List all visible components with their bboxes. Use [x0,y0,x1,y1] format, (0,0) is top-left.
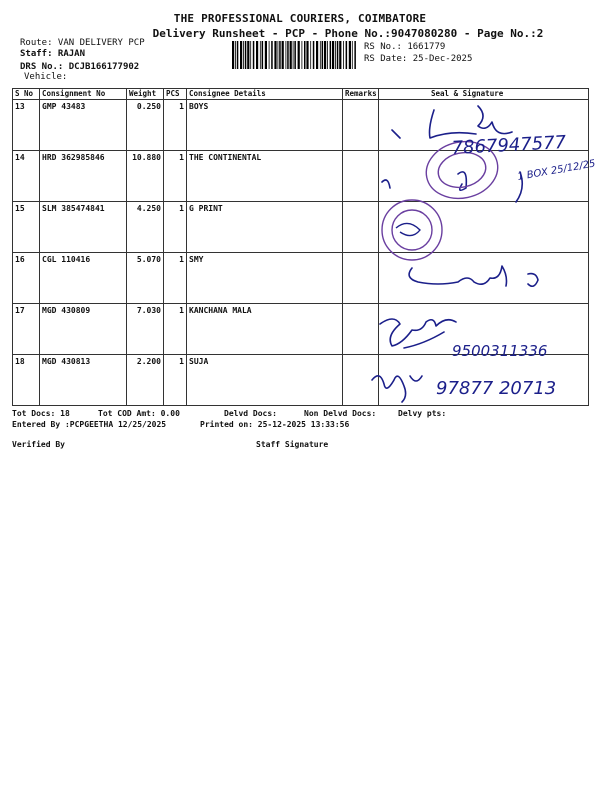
table-row [13,304,589,355]
cell-consignment: SLM 385474841 [40,202,127,253]
cell-signature [379,151,589,202]
cell-signature [379,202,589,253]
cell-weight: 2.200 [127,355,164,406]
cell-consignment: GMP 43483 [40,100,127,151]
entered-by: Entered By :PCPGEETHA 12/25/2025 [12,420,167,429]
delivered-docs: Delvd Docs: [224,409,277,418]
col-weight: Weight [127,89,164,100]
cell-consignment: CGL 110416 [40,253,127,304]
cell-pcs: 1 [164,304,187,355]
cell-consignment: HRD 362985846 [40,151,127,202]
delivery-points: Delvy pts: [398,409,447,418]
handwritten-phone-2: 9500311336 [452,342,548,360]
col-pcs: PCS [164,89,187,100]
rs-number: RS No.: 1661779 [364,42,446,52]
cell-sno: 13 [13,100,40,151]
company-title: THE PROFESSIONAL COURIERS, COIMBATORE [173,12,427,25]
cell-pcs: 1 [164,355,187,406]
handwritten-phone-3: 97877 20713 [436,378,557,399]
cell-remarks [343,202,379,253]
handwritten-phone-1: 7867947577 [451,132,567,159]
barcode-graphic [232,41,358,69]
cell-consignee: SMY [187,253,343,304]
cell-pcs: 1 [164,100,187,151]
cell-sno: 14 [13,151,40,202]
runsheet-table [12,88,589,406]
cell-consignee: G PRINT [187,202,343,253]
cell-pcs: 1 [164,253,187,304]
runsheet-title-text: Delivery Runsheet - PCP - Phone No.:9047080280 - Page No.:2 [152,27,544,40]
cell-consignee: BOYS [187,100,343,151]
printed-on: Printed on: 25-12-2025 13:33:56 [200,420,350,429]
col-signature: Seal & Signature [379,89,589,100]
total-cod: Tot COD Amt: 0.00 [98,409,180,418]
verified-by: Verified By [12,440,65,449]
cell-remarks [343,355,379,406]
cell-consignment: MGD 430813 [40,355,127,406]
cell-consignment: MGD 430809 [40,304,127,355]
table-header-row [13,89,589,100]
cell-sno: 15 [13,202,40,253]
col-remarks: Remarks [343,89,379,100]
handwritten-box-date: 1 BOX 25/12/25 [516,158,597,183]
staff-signature-label: Staff Signature [256,440,329,449]
cell-pcs: 1 [164,151,187,202]
table-row [13,253,589,304]
cell-weight: 0.250 [127,100,164,151]
cell-sno: 18 [13,355,40,406]
non-delivered-docs: Non Delvd Docs: [304,409,377,418]
col-consignee: Consignee Details [187,89,343,100]
cell-consignee: KANCHANA MALA [187,304,343,355]
total-docs: Tot Docs: 18 [12,409,70,418]
vehicle-label: Vehicle: [24,72,68,82]
cell-signature [379,100,589,151]
table-row [13,100,589,151]
cell-sno: 17 [13,304,40,355]
route-label: Route: VAN DELIVERY PCP [20,38,145,48]
staff-label: Staff: RAJAN [20,49,86,59]
rs-date: RS Date: 25-Dec-2025 [364,54,473,64]
cell-signature [379,355,589,406]
cell-remarks [343,304,379,355]
col-consignment: Consignment No [40,89,127,100]
table-row [13,202,589,253]
cell-pcs: 1 [164,202,187,253]
col-sno: S No [13,89,40,100]
cell-remarks [343,151,379,202]
cell-remarks [343,100,379,151]
cell-consignee: SUJA [187,355,343,406]
cell-sno: 16 [13,253,40,304]
cell-consignee: THE CONTINENTAL [187,151,343,202]
cell-weight: 4.250 [127,202,164,253]
cell-signature [379,304,589,355]
table-row [13,355,589,406]
cell-remarks [343,253,379,304]
cell-weight: 7.030 [127,304,164,355]
cell-signature [379,253,589,304]
table-row [13,151,589,202]
cell-weight: 5.070 [127,253,164,304]
cell-weight: 10.880 [127,151,164,202]
drs-number: DRS No.: DCJB166177902 [20,62,140,72]
